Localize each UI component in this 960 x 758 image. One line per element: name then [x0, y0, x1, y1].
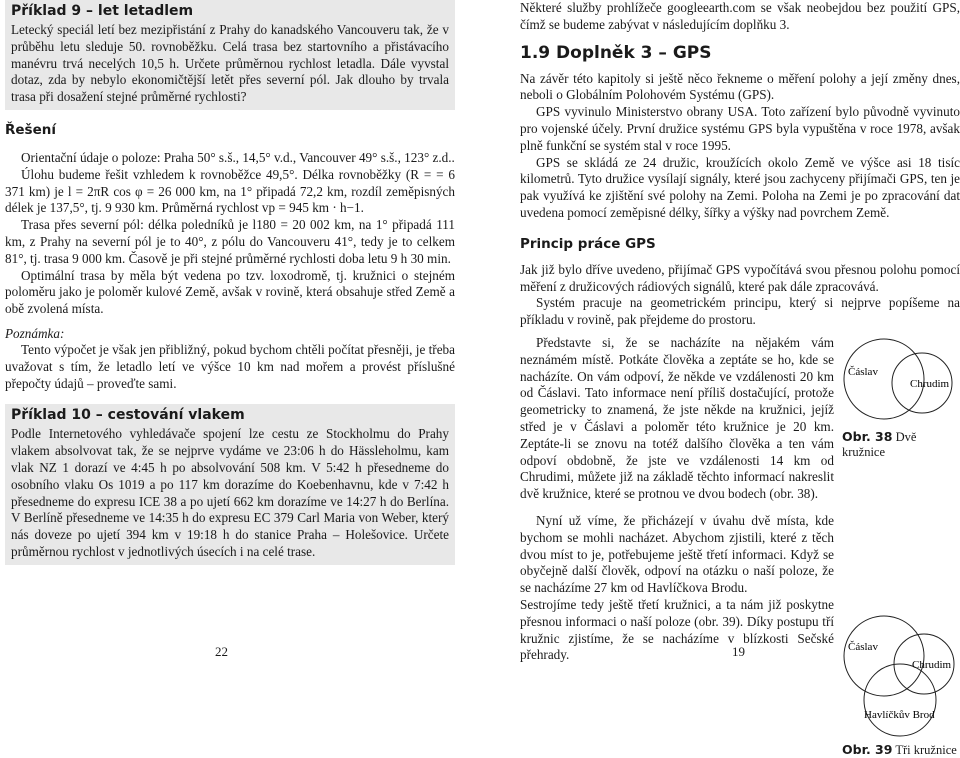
havlickuv-brod-label: Havlíčkův Brod	[864, 708, 935, 721]
figure-39-text: Tři kružnice	[895, 742, 957, 757]
figure-38-number: Obr. 38	[842, 428, 893, 444]
solution-p1: Orientační údaje o poloze: Praha 50° s.š., 14,5° v.d., Vancouver 49° s.š., 123° z.d..	[21, 149, 455, 165]
solution-p4: Optimální trasa by měla být vedena po tzv. loxodromě, tj. kružnici o stejném poloměru jako je poloměr kulové Země, avšak v rovině, která obsahuje střed Země a obě zvolená místa.	[5, 267, 455, 317]
gps-p8: Sestrojíme tedy ještě třetí kružnici, a ta nám již poskytne přesnou informaci o naší poloze (obr. 39). Díky postupu tří kružnic zjistíme, že se nacházíme v blízkosti Sečské přehrady.	[520, 596, 834, 663]
right-page-number: 19	[732, 644, 745, 659]
figure-39	[842, 612, 960, 758]
chrudim-label: Chrudim	[910, 377, 950, 390]
gps-p4: Jak již bylo dříve uvedeno, přijímač GPS vypočítává svou přesnou polohu pomocí měření z družicových rádiových signálů, které pak dále zpracovává.	[520, 261, 960, 294]
left-page-number: 22	[215, 644, 228, 659]
exercise-9-title: Příklad 9 – let letadlem	[11, 3, 194, 19]
exercise-10-title: Příklad 10 – cestování vlakem	[11, 407, 245, 424]
gps-p3: GPS se skládá ze 24 družic, kroužících okolo Země ve výšce asi 18 tisíc kilometrů. Tyto družice vysílají signály, které jsou zachyceny přijímači GPS, ten je pak využívá ke zjištění své polohy na Zemi. Poloha na Zemi je po zpracování dat uvedena pomocí zeměpisné délky, šířky a výšky nad povrchem Země.	[520, 154, 960, 220]
figure-39-number: Obr. 39	[842, 741, 893, 757]
principle-heading: Princip práce GPS	[520, 235, 656, 252]
solution-heading: Řešení	[5, 121, 56, 138]
gps-p6: Představte si, že se nacházíte na nějakém vám neznámém místě. Potkáte člověka a zeptáte se ho, kde se nacházíte. On vám odpoví, že někde ve vzdálenosti 20 km od Čáslavi. Tato informace není příliš dostačující, protože geometricky to znamená, že jste někde na kružnici, jejíž střed je v Čáslavi a poloměr této kružnice je 20 km. Zeptáte-li se znovu na totéž dalšího člověka a ten vám odpoví obdobně, že jste ve vzdálenosti 14 km od Chrudimi, můžete již na základě těchto informací nakreslit dvě kružnice, které se protnou ve dvou bodech (obr. 38).	[520, 334, 834, 502]
figure-39-caption	[842, 742, 960, 758]
note-heading: Poznámka:	[5, 325, 65, 341]
figure-38-text: Dvě kružnice	[842, 429, 917, 459]
caslav-circle	[844, 616, 924, 696]
section-heading-gps: 1.9 Doplněk 3 – GPS	[520, 42, 712, 63]
caslav-label: Čáslav	[848, 640, 878, 653]
two-circles-diagram	[842, 335, 960, 427]
gps-p1: Na závěr této kapitoly si ještě něco řekneme o měření polohy a její změny dnes, neboli o Globálním Polohovém Systému (GPS).	[520, 70, 960, 103]
exercise-9-text: Letecký speciál letí bez mezipřistání z Prahy do kanadského Vancouveru tak, že v průběhu letu sleduje 50. rovnoběžku. Celá trasa bez startovního a přistávacího manévru trvá necelých 10,5 h. Určete průměrnou rychlost letadla. Dále vyvstal dotaz, zda by nebylo ekonomičtější letět přes severní pól. Jak dlouho by trvala trasa při dosažení stejné průměrné rychlosti?	[11, 22, 449, 105]
figure-38-caption	[842, 429, 960, 460]
figure-38	[842, 335, 960, 460]
havlickuv-brod-circle	[864, 664, 936, 736]
gps-p2: GPS vyvinulo Ministerstvo obrany USA. Toto zařízení bylo původně vyvinuto pro vojenské účely. První družice systému GPS byla vypuštěna v roce 1978, avšak plně funkční se systém stal v roce 1995.	[520, 104, 960, 153]
exercise-10-text: Podle Internetového vyhledávače spojení lze cestu ze Stockholmu do Prahy vlakem absolvovat tak, že se nejprve vydáme ve 23:06 h do Hässleholmu, kam vlak NZ 1 dorazí ve 4:45 h po absolvování 508 km. V 5:42 h přesedneme do osobního vlaku Os 1019 a po 117 km dorazíme do Koebenhavnu, kde v 7:42 h přesedneme do expresu ICE 38 a po ujetí 662 km dorazíme ve 14:27 h do Berlína. V Berlíně přesedneme ve 14:35 h do expresu EC 379 Carl Maria von Weber, který nás doveze po ujetí 394 km v 19:18 h do stanice Praha – Holešovice. Určete průměrnou rychlost v jednotlivých úsecích i na celé trase.	[11, 426, 449, 559]
gps-p7: Nyní už víme, že přicházejí v úvahu dvě místa, kde bychom se mohli nacházet. Abychom zjistili, které z těch dvou míst to je, potřebujeme ještě třetí informaci. Když se obyčejně další člověk, odpoví na otázku o naší poloze, že se nacházíme 27 km od Havlíčkova Brodu.	[520, 512, 834, 596]
chrudim-label: Chrudim	[912, 658, 952, 671]
gps-p5: Systém pracuje na geometrickém principu, který si nejprve popíšeme na příkladu v rovině, pak přejdeme do prostoru.	[520, 295, 960, 328]
right-page	[520, 0, 960, 757]
note-text: Tento výpočet je však jen přibližný, pokud bychom chtěli počítat přesněji, je třeba uvažovat s tím, že letadlo letí ve výšce 10 km nad mořem a provést příslušné přepočty údajů – proveďte sami.	[5, 341, 455, 391]
exercise-10-box	[5, 404, 455, 564]
solution-p3: Trasa přes severní pól: délka poledníků je l180 = 20 002 km, na 1° připadá 111 km, z Prahy na severní pól je to 40°, z pólu do Vancouveru 41°, tedy je to celkem 81°, tj. trasa 9 000 km. Časově je při stejné průměrné rychlosti doba letu 9 h 30 min.	[5, 217, 455, 266]
caslav-label: Čáslav	[848, 365, 878, 378]
left-page	[5, 0, 455, 666]
gps-intro: Některé služby prohlížeče googleearth.com se však neobejdou bez použití GPS, čímž se budeme zabývat v následujícím doplňku 3.	[520, 0, 960, 32]
three-circles-diagram	[842, 612, 960, 740]
exercise-9-box	[5, 0, 455, 110]
solution-p2: Úlohu budeme řešit vzhledem k rovnoběžce 49,5°. Délka rovnoběžky (R = = 6 371 km) je l = 2πR cos φ = 26 000 km, na 1° připadá 72,2 km, rozdíl zeměpisných délek je 137,5°, tj. 9 930 km. Průměrná rychlost vp = 945 km · h−1.	[5, 166, 455, 216]
